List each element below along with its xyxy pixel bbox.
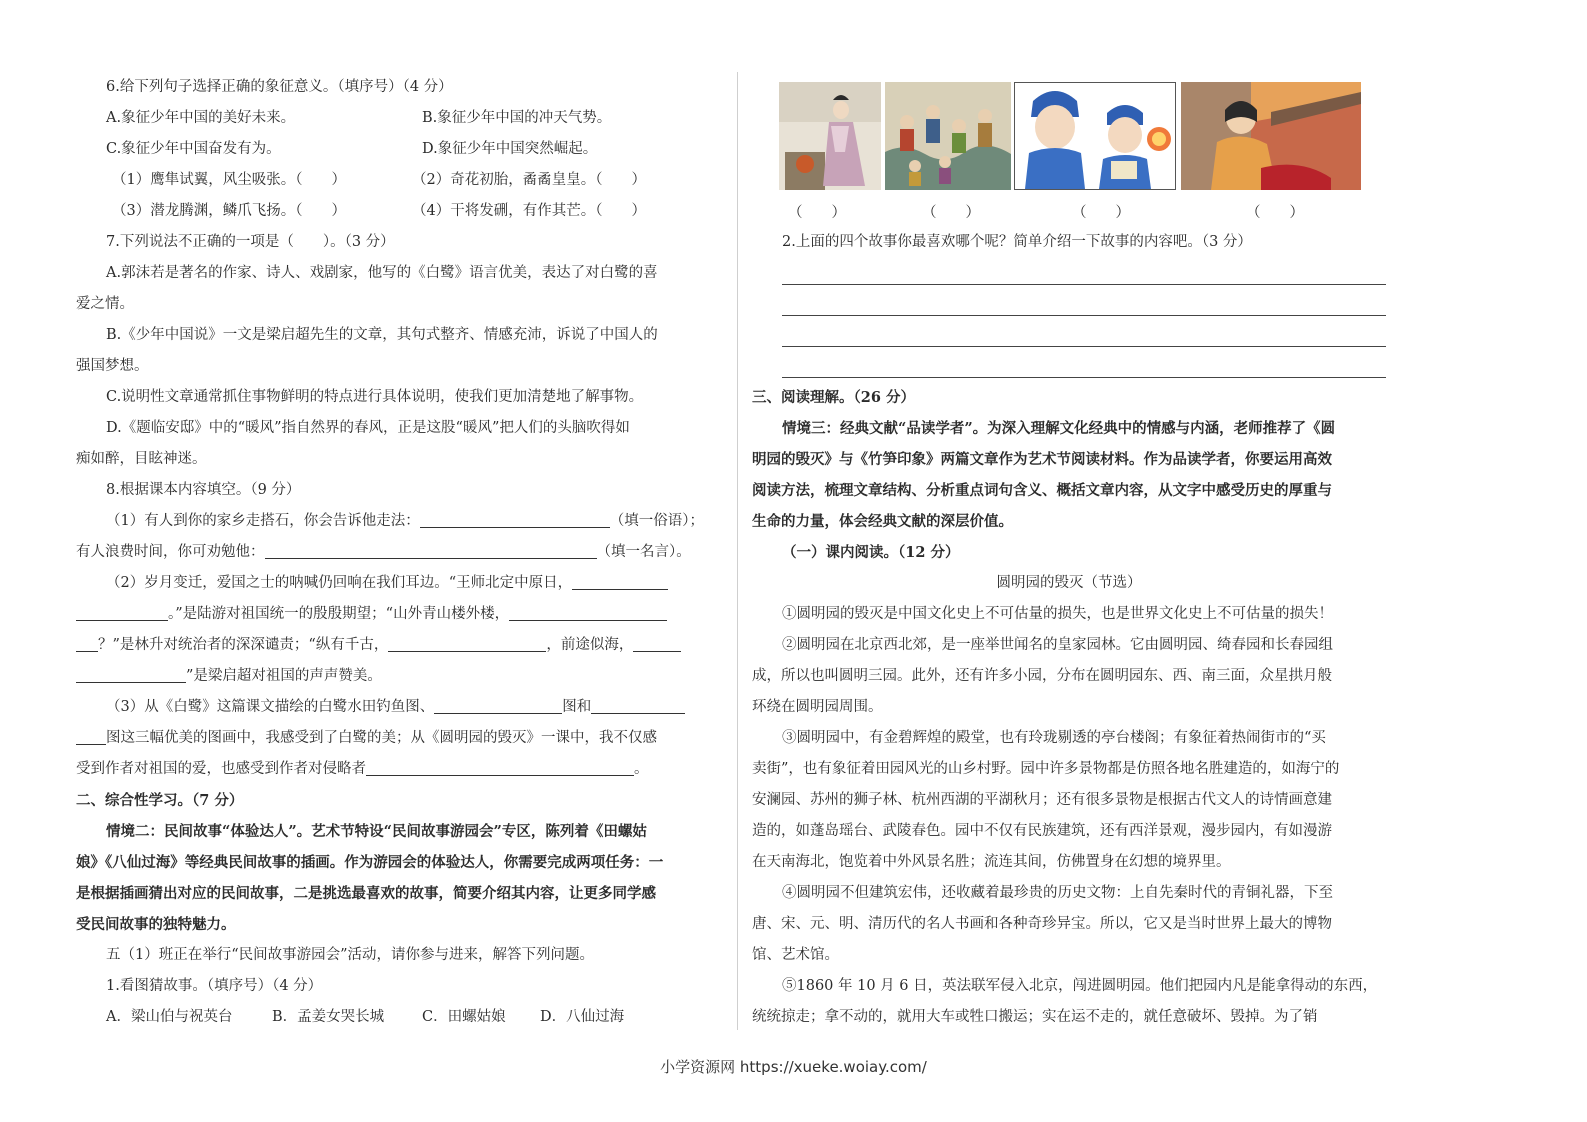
q8-line1	[76, 506, 712, 537]
blank[interactable]	[572, 572, 668, 590]
sec3-context-3: 阅读方法，梳理文章结构、分析重点词句含义、概括文章内容，从文字中感受历史的厚重与	[752, 482, 1332, 499]
article-line: 环绕在圆明园周围。	[752, 699, 883, 715]
blank[interactable]	[76, 634, 98, 652]
q8-line1-text: （1）有人到你的家乡走搭石，你会告诉他走法：	[106, 513, 420, 529]
q8-line7-text: （3）从《白鹭》这篇课文描绘的白鹭水田钓鱼图、	[106, 699, 435, 715]
q8-line7-text2: 图和	[562, 699, 592, 715]
q7-d-line1: D.《题临安邸》中的“暖风”指自然界的春风，正是这股“暖风”把人们的头脑吹得如	[106, 420, 630, 436]
answer-blank-3[interactable]: （ ）	[1072, 205, 1130, 221]
answer-blank-1[interactable]: （ ）	[788, 205, 846, 221]
option-c: C．田螺姑娘	[422, 1009, 506, 1025]
blank[interactable]	[76, 727, 106, 745]
sec3-subsection-title: （一）课内阅读。（12 分）	[782, 544, 960, 561]
q8-line3	[76, 568, 712, 599]
sec2-context-2: 娘》《八仙过海》等经典民间故事的插画。作为游园会的体验达人，你需要完成两项任务：一	[76, 854, 664, 871]
illustration-3	[1014, 82, 1176, 190]
article-line: 唐、宋、元、明、清历代的名人书画和各种奇珍异宝。所以，它又是当时世界上最大的博物	[752, 916, 1332, 932]
story-illustrations	[752, 72, 1386, 196]
sec2-context-3: 是根据插画猜出对应的民间故事，二是挑选最喜欢的故事，简要介绍其内容，让更多同学感	[76, 885, 656, 902]
answer-line-4[interactable]	[752, 351, 1386, 382]
q6-items-34	[76, 196, 712, 227]
answer-blank-2[interactable]: （ ）	[922, 205, 980, 221]
q8-line4-text: 。”是陆游对祖国统一的殷殷期望；“山外青山楼外楼，	[168, 606, 510, 622]
q8-line5-text2: ，前途似海，	[546, 637, 634, 653]
q6-options-ab	[76, 103, 712, 134]
sec2-context-4: 受民间故事的独特魅力。	[76, 916, 236, 933]
q6-options-cd	[76, 134, 712, 165]
q8-line9-end: 。	[634, 761, 649, 777]
article-line: ②圆明园在北京西北郊，是一座举世闻名的皇家园林。它由圆明园、绮春园和长春园组	[782, 637, 1333, 653]
q8-line9-text: 受到作者对祖国的爱，也感受到作者对侵略者	[76, 761, 366, 777]
q6-item-2: （2）奇花初胎，矞矞皇皇。（ ）	[412, 172, 646, 188]
q8-line5-text: ？”是林升对统治者的深深谴责；“纵有千古，	[98, 637, 389, 653]
q7-a-line1: A.郭沫若是著名的作家、诗人、戏剧家，他写的《白鹭》语言优美，表达了对白鹭的喜	[106, 265, 658, 281]
option-b: B．孟姜女哭长城	[272, 1009, 385, 1025]
article-line: 卖街”，也有象征着田园风光的山乡村野。园中许多景物都是仿照各地名胜建造的，如海宁的	[752, 761, 1340, 777]
q6-items-12	[76, 165, 712, 196]
blank[interactable]	[76, 665, 186, 683]
q6-item-3: （3）潜龙腾渊，鳞爪飞扬。（ ）	[112, 203, 346, 219]
answer-line-3[interactable]	[752, 320, 1386, 351]
blank[interactable]	[591, 696, 685, 714]
option-a: A．梁山伯与祝英台	[106, 1009, 233, 1025]
sec2-q1-options	[76, 1002, 712, 1033]
q8-line8	[76, 723, 712, 754]
right-column	[752, 72, 1386, 1033]
article-line: ⑤1860 年 10 月 6 日，英法联军侵入北京，闯进圆明园。他们把园内凡是能拿得动的东西，	[782, 978, 1378, 994]
blank[interactable]	[420, 510, 610, 528]
sec2-q2-title: 2.上面的四个故事你最喜欢哪个呢？简单介绍一下故事的内容吧。（3 分）	[782, 234, 1252, 250]
answer-line-1[interactable]	[752, 258, 1386, 289]
sec2-context-1: 情境二：民间故事“体验达人”。艺术节特设“民间故事游园会”专区，陈列着《田螺姑	[106, 823, 647, 840]
q8-line8-text: 图这三幅优美的图画中，我感受到了白鹭的美；从《圆明园的毁灭》一课中，我不仅感	[106, 730, 657, 746]
blank[interactable]	[366, 758, 634, 776]
blank[interactable]	[509, 603, 667, 621]
q7-b-line2: 强国梦想。	[76, 358, 149, 374]
q7-c-line1: C.说明性文章通常抓住事物鲜明的特点进行具体说明，使我们更加清楚地了解事物。	[106, 389, 644, 405]
q6-option-d: D.象征少年中国突然崛起。	[422, 141, 598, 157]
q8-line3-text: （2）岁月变迁，爱国之士的呐喊仍回响在我们耳边。“王师北定中原日，	[106, 575, 573, 591]
blank[interactable]	[388, 634, 546, 652]
illustration-answer-row	[752, 196, 1386, 227]
article-line: 统统掠走；拿不动的，就用大车或牲口搬运；实在运不走的，就任意破坏、毁掉。为了销	[752, 1009, 1318, 1025]
blank[interactable]	[265, 541, 597, 559]
q8-line1-hint: （填一俗语）；	[609, 513, 704, 529]
q8-line6-text: ”是梁启超对祖国的声声赞美。	[186, 668, 382, 684]
q8-line2-text: 有人浪费时间，你可劝勉他：	[76, 544, 265, 560]
q8-line7	[76, 692, 712, 723]
illustration-2	[885, 82, 1011, 190]
answer-line-2[interactable]	[752, 289, 1386, 320]
q7-title: 7.下列说法不正确的一项是（ ）。（3 分）	[106, 234, 395, 250]
option-d: D．八仙过海	[540, 1009, 625, 1025]
q6-option-b: B.象征少年中国的冲天气势。	[422, 110, 612, 126]
left-column	[76, 72, 712, 1033]
sec3-context-1: 情境三：经典文献“品读学者”。为深入理解文化经典中的情感与内涵，老师推荐了《圆	[782, 420, 1336, 437]
article-line: ③圆明园中，有金碧辉煌的殿堂，也有玲珑剔透的亭台楼阁；有象征着热闹街市的“买	[782, 730, 1326, 746]
article-line: 馆、艺术馆。	[752, 947, 839, 963]
answer-blank-4[interactable]: （ ）	[1246, 205, 1304, 221]
illustration-4	[1181, 82, 1361, 190]
q7-b-line1: B.《少年中国说》一文是梁启超先生的文章，其句式整齐、情感充沛，诉说了中国人的	[106, 327, 658, 343]
article-line: 安澜园、苏州的狮子林、杭州西湖的平湖秋月；还有很多景物是根据古代文人的诗情画意建	[752, 792, 1332, 808]
page-footer[interactable]: 小学资源网 https://xueke.woiay.com/	[660, 1058, 927, 1076]
sec3-context-2: 明园的毁灭》与《竹笋印象》两篇文章作为艺术节阅读材料。作为品读学者，你要运用高效	[752, 451, 1332, 468]
q8-line9	[76, 754, 712, 785]
sec2-q1-title: 1.看图猜故事。（填序号）（4 分）	[106, 978, 323, 994]
q8-line2	[76, 537, 712, 568]
illustration-1	[779, 82, 881, 190]
article-line: 造的，如蓬岛瑶台、武陵春色。园中不仅有民族建筑，还有西洋景观，漫步园内，有如漫游	[752, 823, 1332, 839]
q6-option-a: A.象征少年中国的美好未来。	[106, 110, 296, 126]
article-line: 在天南海北，饱览着中外风景名胜；流连其间，仿佛置身在幻想的境界里。	[752, 854, 1231, 870]
article-line: ①圆明园的毁灭是中国文化史上不可估量的损失，也是世界文化史上不可估量的损失！	[782, 606, 1333, 622]
q8-line5	[76, 630, 712, 661]
section-2-title: 二、综合性学习。（7 分）	[76, 792, 244, 809]
q8-line4	[76, 599, 712, 630]
q7-d-line2: 痴如醉，目眩神迷。	[76, 451, 207, 467]
article-title: 圆明园的毁灭（节选）	[996, 575, 1142, 591]
blank[interactable]	[434, 696, 562, 714]
blank[interactable]	[633, 634, 681, 652]
article-line: ④圆明园不但建筑宏伟，还收藏着最珍贵的历史文物：上自先秦时代的青铜礼器，下至	[782, 885, 1333, 901]
q7-a-line2: 爱之情。	[76, 296, 134, 312]
q6-option-c: C.象征少年中国奋发有为。	[106, 141, 281, 157]
sec3-context-4: 生命的力量，体会经典文献的深层价值。	[752, 513, 1013, 530]
q8-title: 8.根据课本内容填空。（9 分）	[106, 482, 301, 498]
q8-line2-hint: （填一名言）。	[596, 544, 691, 560]
article-line: 成，所以也叫圆明三园。此外，还有许多小园，分布在圆明园东、西、南三面，众星拱月般	[752, 668, 1332, 684]
sec2-intro: 五（1）班正在举行“民间故事游园会”活动，请你参与进来，解答下列问题。	[106, 947, 595, 963]
column-divider	[737, 72, 738, 1030]
q6-item-4: （4）干将发硎，有作其芒。（ ）	[412, 203, 646, 219]
section-3-title: 三、阅读理解。（26 分）	[752, 389, 915, 406]
q6-item-1: （1）鹰隼试翼，风尘吸张。（ ）	[112, 172, 346, 188]
q8-line6	[76, 661, 712, 692]
blank[interactable]	[76, 603, 168, 621]
q6-title: 6.给下列句子选择正确的象征意义。（填序号）（4 分）	[106, 79, 453, 95]
